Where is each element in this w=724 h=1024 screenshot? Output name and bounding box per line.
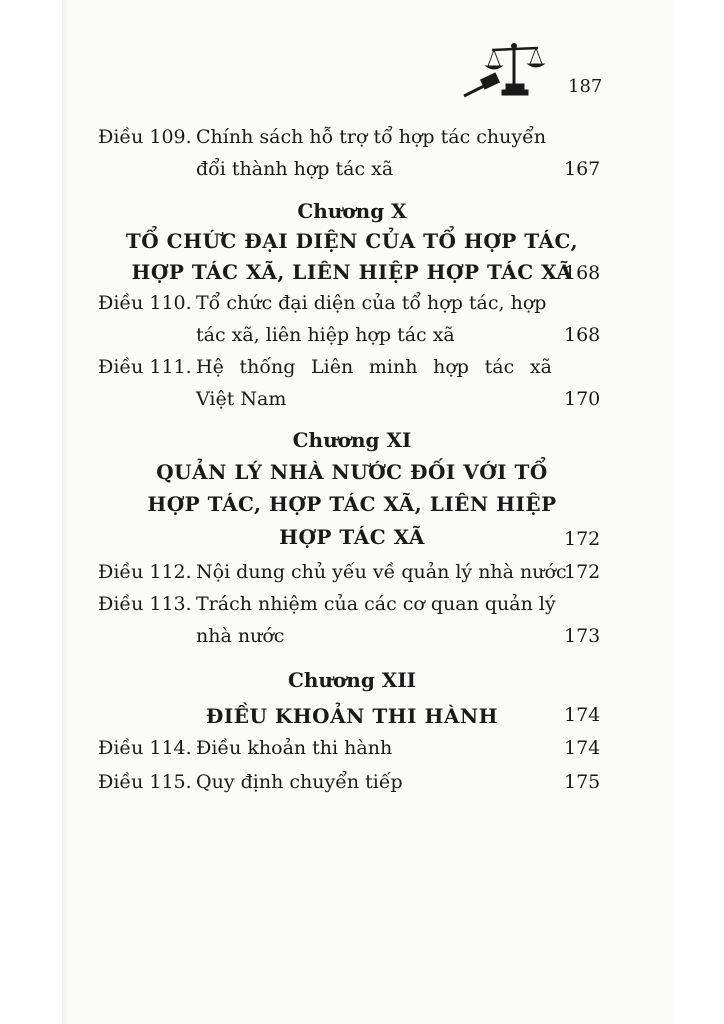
article-113-title: Trách nhiệm của các cơ quan quản lý <box>196 593 556 615</box>
article-109-label: Điều 109. <box>98 126 192 148</box>
article-111-word: Hệ <box>196 356 224 378</box>
chapter-10-page: 168 <box>564 262 601 284</box>
article-113-title-cont: nhà nước <box>196 625 285 647</box>
chapter-12-title: ĐIỀU KHOẢN THI HÀNH <box>205 704 499 728</box>
chapter-11-number: Chương XI <box>292 428 412 452</box>
chapter-11-title-line1: QUẢN LÝ NHÀ NƯỚC ĐỐI VỚI TỔ <box>156 460 548 484</box>
chapter-12-number: Chương XII <box>287 668 417 692</box>
article-115-label: Điều 115. <box>98 771 192 793</box>
article-111-label: Điều 111. <box>98 356 192 378</box>
article-112-label: Điều 112. <box>98 561 192 583</box>
article-111-word: tác <box>484 356 515 378</box>
article-111-page: 170 <box>564 388 601 410</box>
article-113-label: Điều 113. <box>98 593 192 615</box>
article-110-page: 168 <box>564 324 601 346</box>
article-114-page: 174 <box>564 737 601 759</box>
article-111-word: hợp <box>433 356 469 378</box>
article-109-page: 167 <box>564 158 601 180</box>
article-114-label: Điều 114. <box>98 737 192 759</box>
article-111-word: minh <box>368 356 418 378</box>
article-113-page: 173 <box>564 625 601 647</box>
article-112-page: 172 <box>564 561 601 583</box>
chapter-10-title-line2: HỢP TÁC XÃ, LIÊN HIỆP HỢP TÁC XÃ <box>131 260 573 284</box>
article-110-title: Tổ chức đại diện của tổ hợp tác, hợp <box>196 292 547 314</box>
article-115-title: Quy định chuyển tiếp <box>196 771 403 793</box>
article-111-title <box>196 356 552 378</box>
article-111-word: thống <box>239 356 296 378</box>
article-111-title-cont: Việt Nam <box>196 388 287 410</box>
article-114-title: Điều khoản thi hành <box>196 737 393 759</box>
article-109-title-cont: đổi thành hợp tác xã <box>196 158 394 180</box>
chapter-12-page: 174 <box>564 704 601 726</box>
article-112-title: Nội dung chủ yếu về quản lý nhà nước <box>196 561 567 583</box>
article-115-page: 175 <box>564 771 601 793</box>
header-page-number: 187 <box>568 76 603 97</box>
article-110-label: Điều 110. <box>98 292 192 314</box>
article-109-title: Chính sách hỗ trợ tổ hợp tác chuyển <box>196 126 547 148</box>
article-111-word: xã <box>529 356 552 378</box>
scales-and-gavel-icon <box>462 40 558 100</box>
article-110-title-cont: tác xã, liên hiệp hợp tác xã <box>196 324 455 346</box>
chapter-10-number: Chương X <box>297 199 407 223</box>
chapter-11-title-line3: HỢP TÁC XÃ <box>279 525 425 549</box>
article-111-word: Liên <box>311 356 354 378</box>
chapter-10-title-line1: TỔ CHỨC ĐẠI DIỆN CỦA TỔ HỢP TÁC, <box>125 229 579 253</box>
chapter-11-page: 172 <box>564 528 601 550</box>
chapter-11-title-line2: HỢP TÁC, HỢP TÁC XÃ, LIÊN HIỆP <box>147 492 557 516</box>
